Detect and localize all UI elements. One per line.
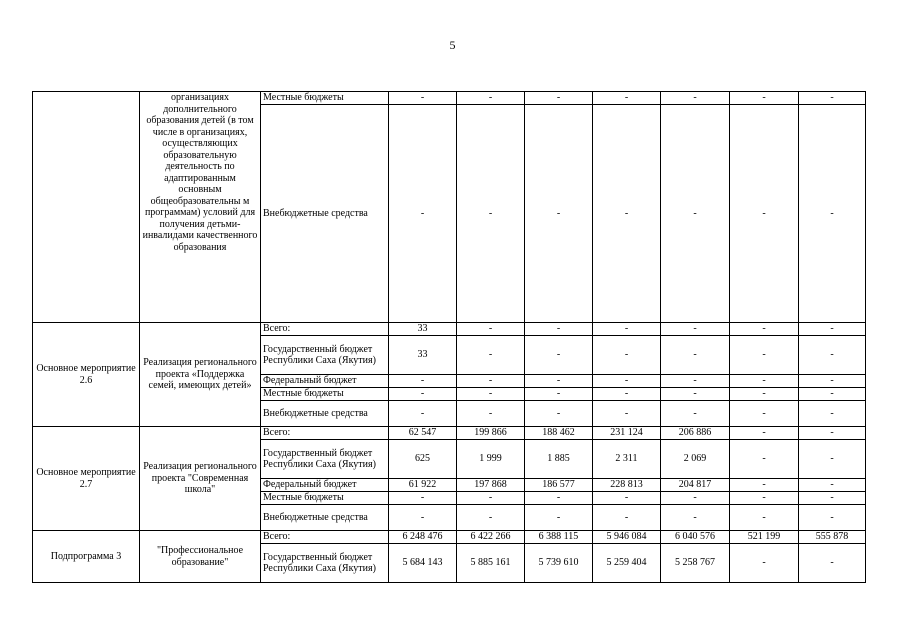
amount-cell: - <box>730 492 799 505</box>
amount-cell: 33 <box>389 336 457 375</box>
amount-cell: - <box>525 401 593 427</box>
amount-cell: - <box>661 375 730 388</box>
amount-cell: - <box>799 492 866 505</box>
amount-cell: - <box>661 401 730 427</box>
table-row <box>33 531 866 544</box>
amount-cell: - <box>525 323 593 336</box>
amount-cell: 186 577 <box>525 479 593 492</box>
amount-cell: - <box>457 92 525 105</box>
budget-table-body <box>33 92 866 583</box>
amount-cell: - <box>593 323 661 336</box>
amount-cell: 61 922 <box>389 479 457 492</box>
amount-cell: - <box>799 479 866 492</box>
amount-cell: - <box>730 388 799 401</box>
table-row <box>33 427 866 440</box>
amount-cell: - <box>389 492 457 505</box>
amount-cell: - <box>730 440 799 479</box>
amount-cell: 2 069 <box>661 440 730 479</box>
amount-cell: 5 684 143 <box>389 544 457 583</box>
amount-cell: - <box>525 375 593 388</box>
amount-cell: - <box>525 492 593 505</box>
amount-cell: - <box>730 375 799 388</box>
funding-source-cell: Государственный бюджет Республики Саха (Якутия) <box>261 544 389 583</box>
amount-cell: - <box>799 388 866 401</box>
amount-cell: 5 946 084 <box>593 531 661 544</box>
table-row <box>33 323 866 336</box>
amount-cell: 199 866 <box>457 427 525 440</box>
measure-cell: Основное мероприятие 2.7 <box>33 427 140 531</box>
amount-cell: - <box>730 479 799 492</box>
amount-cell: - <box>593 388 661 401</box>
amount-cell: - <box>457 505 525 531</box>
amount-cell: 197 868 <box>457 479 525 492</box>
amount-cell: 5 739 610 <box>525 544 593 583</box>
amount-cell: - <box>457 401 525 427</box>
amount-cell: 1 885 <box>525 440 593 479</box>
amount-cell: - <box>730 401 799 427</box>
amount-cell: 1 999 <box>457 440 525 479</box>
amount-cell: 62 547 <box>389 427 457 440</box>
amount-cell: - <box>593 401 661 427</box>
amount-cell: - <box>799 440 866 479</box>
funding-source-cell: Всего: <box>261 323 389 336</box>
amount-cell: - <box>389 401 457 427</box>
amount-cell: - <box>730 92 799 105</box>
funding-source-cell: Государственный бюджет Республики Саха (Якутия) <box>261 440 389 479</box>
amount-cell: - <box>661 323 730 336</box>
amount-cell: 5 258 767 <box>661 544 730 583</box>
amount-cell: - <box>730 323 799 336</box>
amount-cell: 625 <box>389 440 457 479</box>
amount-cell: 521 199 <box>730 531 799 544</box>
amount-cell: 2 311 <box>593 440 661 479</box>
amount-cell: - <box>389 105 457 323</box>
amount-cell: - <box>799 92 866 105</box>
funding-source-cell: Федеральный бюджет <box>261 375 389 388</box>
amount-cell: - <box>799 336 866 375</box>
amount-cell: 206 886 <box>661 427 730 440</box>
amount-cell: - <box>661 105 730 323</box>
amount-cell: - <box>799 427 866 440</box>
amount-cell: - <box>730 336 799 375</box>
amount-cell: - <box>799 544 866 583</box>
funding-source-cell: Местные бюджеты <box>261 492 389 505</box>
amount-cell: - <box>457 375 525 388</box>
amount-cell: - <box>525 505 593 531</box>
funding-source-cell: Всего: <box>261 427 389 440</box>
amount-cell: 5 885 161 <box>457 544 525 583</box>
amount-cell: 5 259 404 <box>593 544 661 583</box>
amount-cell: - <box>593 375 661 388</box>
measure-cell: Основное мероприятие 2.6 <box>33 323 140 427</box>
amount-cell: - <box>730 544 799 583</box>
amount-cell: - <box>593 105 661 323</box>
amount-cell: - <box>457 388 525 401</box>
amount-cell: 188 462 <box>525 427 593 440</box>
description-cell: Реализация регионального проекта «Поддержка семей, имеющих детей» <box>140 323 261 427</box>
amount-cell: - <box>661 492 730 505</box>
amount-cell: - <box>525 336 593 375</box>
funding-source-cell: Федеральный бюджет <box>261 479 389 492</box>
amount-cell: - <box>661 336 730 375</box>
measure-cell: Подпрограмма 3 <box>33 531 140 583</box>
amount-cell: 555 878 <box>799 531 866 544</box>
amount-cell: - <box>457 492 525 505</box>
amount-cell: 6 248 476 <box>389 531 457 544</box>
amount-cell: - <box>730 105 799 323</box>
amount-cell: - <box>389 505 457 531</box>
amount-cell: - <box>661 505 730 531</box>
amount-cell: 6 388 115 <box>525 531 593 544</box>
measure-cell <box>33 92 140 323</box>
budget-table <box>32 91 866 583</box>
amount-cell: - <box>661 92 730 105</box>
amount-cell: - <box>799 401 866 427</box>
amount-cell: - <box>389 92 457 105</box>
amount-cell: 231 124 <box>593 427 661 440</box>
amount-cell: - <box>593 92 661 105</box>
amount-cell: - <box>799 323 866 336</box>
funding-source-cell: Внебюджетные средства <box>261 401 389 427</box>
amount-cell: - <box>525 92 593 105</box>
amount-cell: 228 813 <box>593 479 661 492</box>
amount-cell: 204 817 <box>661 479 730 492</box>
amount-cell: 6 422 266 <box>457 531 525 544</box>
amount-cell: - <box>593 492 661 505</box>
amount-cell: - <box>799 375 866 388</box>
amount-cell: - <box>389 375 457 388</box>
funding-source-cell: Местные бюджеты <box>261 388 389 401</box>
funding-source-cell: Всего: <box>261 531 389 544</box>
amount-cell: 6 040 576 <box>661 531 730 544</box>
amount-cell: - <box>593 505 661 531</box>
amount-cell: - <box>457 105 525 323</box>
funding-source-cell: Внебюджетные средства <box>261 105 389 323</box>
amount-cell: - <box>389 388 457 401</box>
amount-cell: - <box>730 505 799 531</box>
amount-cell: - <box>525 105 593 323</box>
amount-cell: - <box>593 336 661 375</box>
amount-cell: 33 <box>389 323 457 336</box>
description-cell: "Профессиональное образование" <box>140 531 261 583</box>
amount-cell: - <box>799 505 866 531</box>
funding-source-cell: Государственный бюджет Республики Саха (Якутия) <box>261 336 389 375</box>
amount-cell: - <box>730 427 799 440</box>
amount-cell: - <box>799 105 866 323</box>
amount-cell: - <box>457 336 525 375</box>
funding-source-cell: Внебюджетные средства <box>261 505 389 531</box>
table-row <box>33 92 866 105</box>
funding-source-cell: Местные бюджеты <box>261 92 389 105</box>
description-cell: организациях дополнительного образования детей (в том числе в организациях, осуществляющих образовательную деятельность по адаптированным основным общеобразовательны м программам) условий для получения детьми-инвалидами качественного образования <box>140 92 261 323</box>
description-cell: Реализация регионального проекта "Современная школа" <box>140 427 261 531</box>
amount-cell: - <box>525 388 593 401</box>
page-number: 5 <box>449 38 456 52</box>
amount-cell: - <box>457 323 525 336</box>
amount-cell: - <box>661 388 730 401</box>
